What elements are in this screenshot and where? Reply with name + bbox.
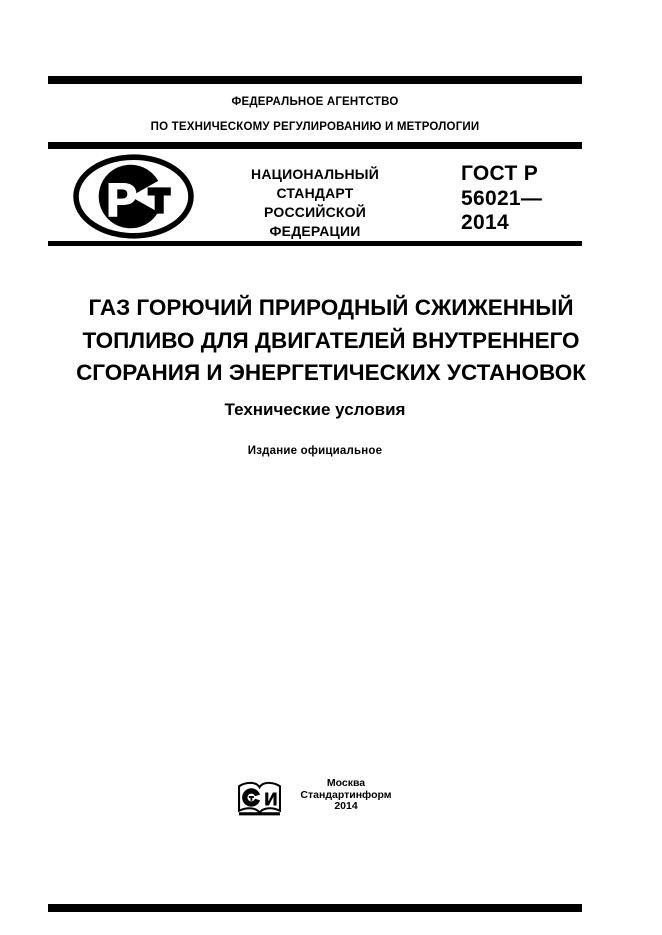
standard-code [461,162,542,236]
standard-type-line: НАЦИОНАЛЬНЫЙ [251,166,379,182]
top-rule [48,76,582,84]
imprint-block [281,778,411,813]
document-title-line: СГОРАНИЯ И ЭНЕРГЕТИЧЕСКИХ УСТАНОВОК [76,360,586,385]
svg-text:Р: Р [104,173,139,228]
imprint-publisher: Стандартинформ [300,788,392,801]
standartinform-logo-icon [237,780,282,818]
designation-rule [48,241,582,246]
agency-name-line2: ПО ТЕХНИЧЕСКОМУ РЕГУЛИРОВАНИЮ И МЕТРОЛОГИИ [150,121,480,133]
mid-rule [48,142,582,149]
rst-certification-mark-icon [72,154,195,239]
document-subtitle: Технические условия [224,400,406,419]
document-title [14,292,648,390]
bottom-rule [48,904,582,912]
standard-type-line: СТАНДАРТ [276,185,354,201]
document-title-line: ТОПЛИВО ДЛЯ ДВИГАТЕЛЕЙ ВНУТРЕННЕГО [82,327,580,353]
standard-type-line: РОССИЙСКОЙ [264,204,366,220]
edition-note: Издание официальное [247,445,383,457]
document-title-line: ГАЗ ГОРЮЧИЙ ПРИРОДНЫЙ СЖИЖЕННЫЙ [88,295,574,320]
standard-type-label [200,165,430,241]
standard-code-line: 56021— [461,186,543,210]
agency-name-line1: ФЕДЕРАЛЬНОЕ АГЕНТСТВО [231,96,399,108]
standard-code-line: ГОСТ Р [461,162,539,185]
standard-code-line: 2014 [461,211,509,234]
standard-type-line: ФЕДЕРАЦИИ [269,223,361,239]
imprint-year: 2014 [334,800,358,812]
imprint-city: Москва [326,777,366,789]
svg-text:И: И [263,790,279,811]
